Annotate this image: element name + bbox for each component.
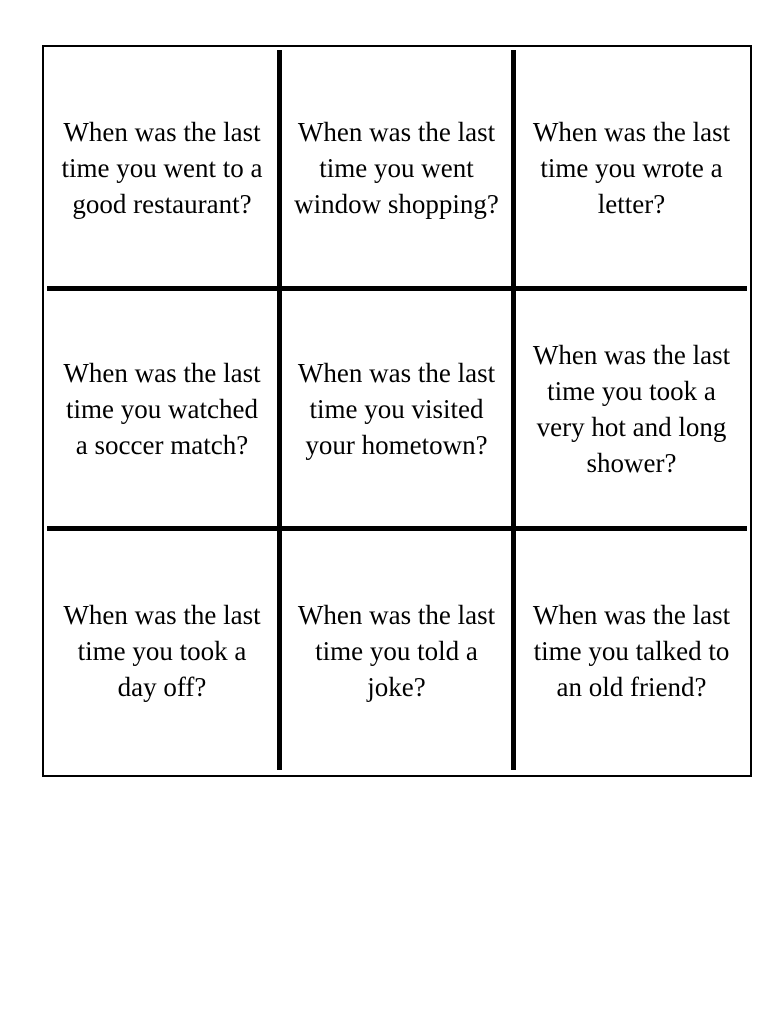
question-card — [47, 50, 281, 290]
question-card — [281, 50, 515, 290]
question-card — [47, 530, 281, 770]
question-card — [515, 290, 747, 530]
question-text: When was the last time you visited your hometown? — [297, 357, 496, 460]
question-text: When was the last time you went window shopping? — [294, 117, 499, 219]
question-text: When was the last time you talked to an old friend? — [532, 599, 731, 702]
question-text: When was the last time you took a day off? — [63, 599, 261, 702]
question-card — [281, 290, 515, 530]
question-text: When was the last time you watched a soccer match? — [63, 357, 261, 460]
question-text: When was the last time you went to a good restaurant? — [61, 117, 263, 219]
question-text: When was the last time you wrote a letter? — [532, 117, 731, 219]
question-card-grid — [47, 50, 747, 772]
question-card — [47, 290, 281, 530]
question-card-table — [42, 45, 752, 777]
question-text: When was the last time you took a very hot and long shower? — [532, 339, 731, 478]
question-card — [515, 50, 747, 290]
question-card — [281, 530, 515, 770]
question-card — [515, 530, 747, 770]
question-text: When was the last time you told a joke? — [297, 599, 496, 702]
